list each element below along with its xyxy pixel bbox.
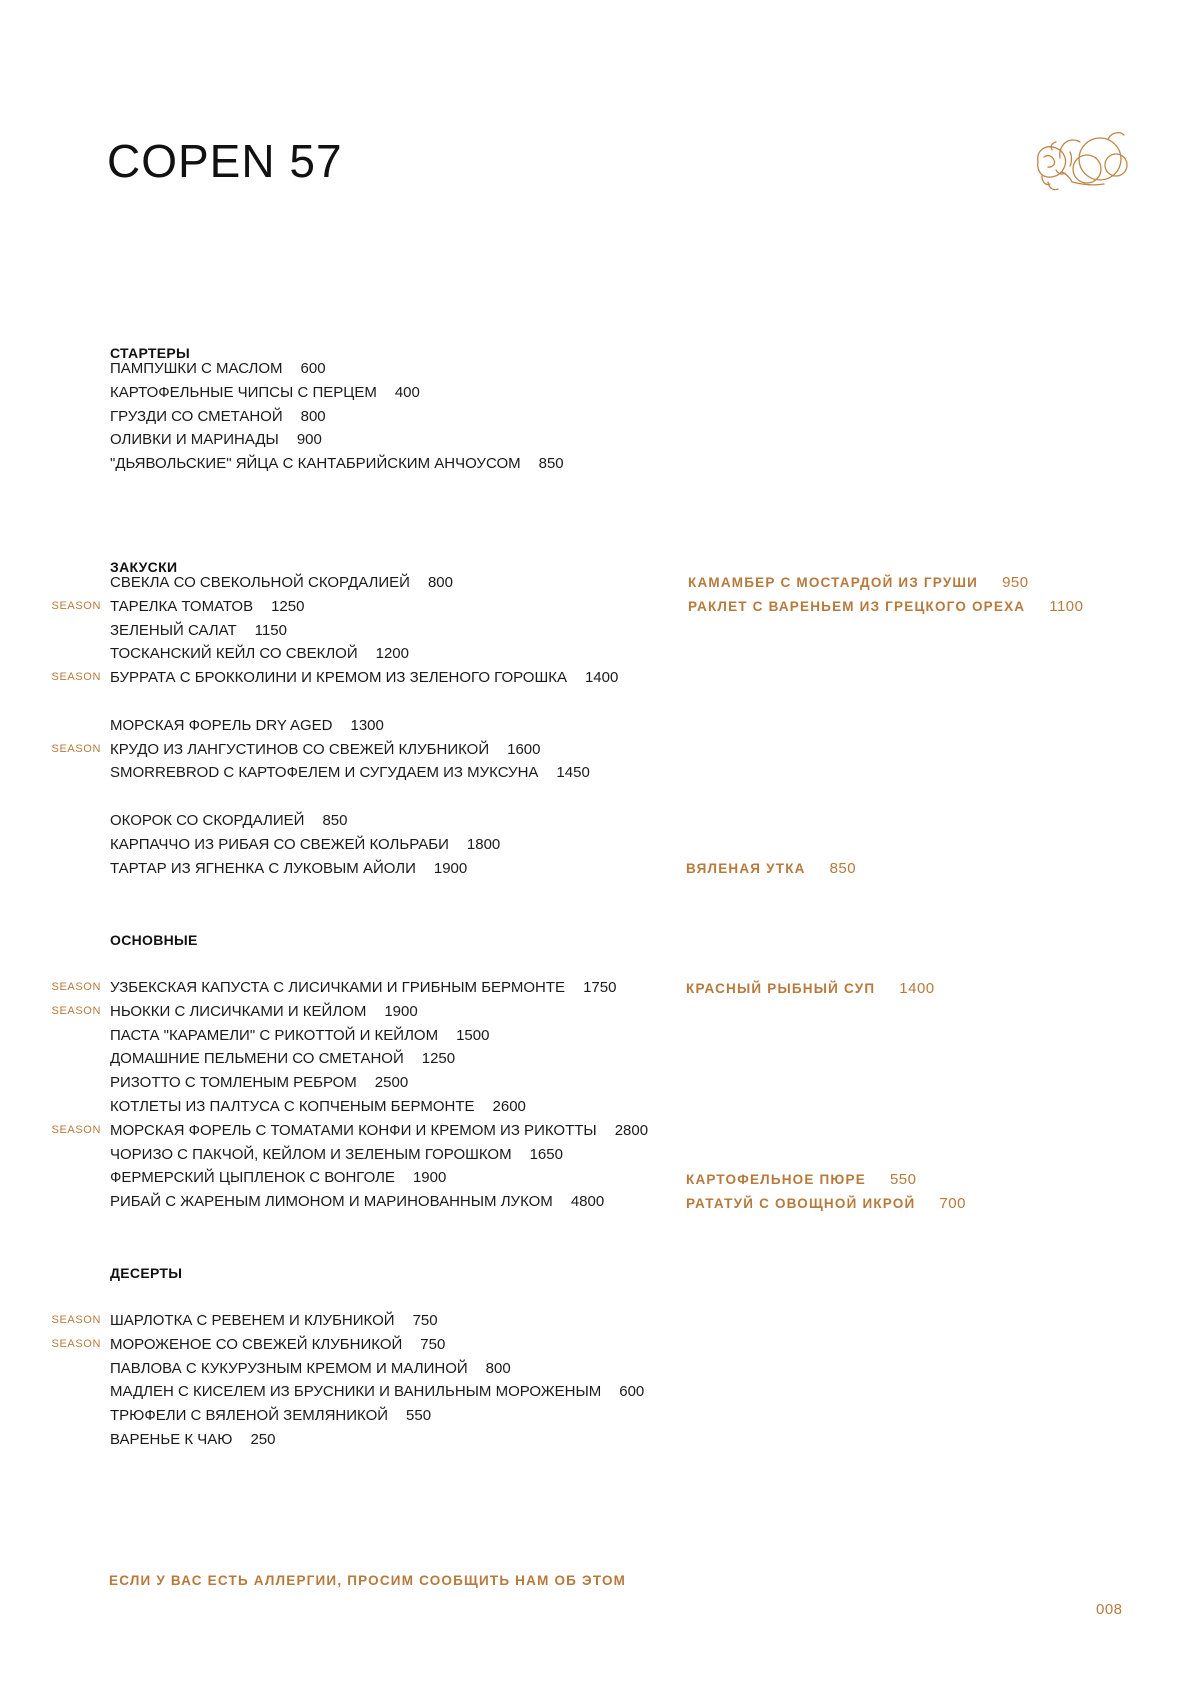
item-name: ГРУЗДИ СО СМЕТАНОЙ [110, 407, 283, 425]
item-price: 400 [394, 383, 420, 401]
menu-item [110, 1024, 648, 1048]
item-name: ВАРЕНЬЕ К ЧАЮ [110, 1430, 233, 1448]
item-price: 950 [1002, 574, 1029, 591]
section-title-snacks: ЗАКУСКИ [110, 559, 178, 575]
item-name: УЗБЕКСКАЯ КАПУСТА С ЛИСИЧКАМИ И ГРИБНЫМ БЕРМОНТЕ [110, 979, 566, 996]
menu-item [51, 1119, 649, 1143]
menu-item [110, 405, 564, 429]
menu-item [110, 642, 618, 666]
menu-item [51, 738, 618, 762]
item-name: МАДЛЕН С КИСЕЛЕМ ИЗ БРУСНИКИ И ВАНИЛЬНЫМ МОРОЖЕНЫМ [110, 1383, 602, 1401]
item-price: 850 [538, 455, 564, 473]
item-name: СВЕКЛА СО СВЕКОЛЬНОЙ СКОРДАЛИЕЙ [110, 574, 410, 591]
item-name: ТРЮФЕЛИ С ВЯЛЕНОЙ ЗЕМЛЯНИКОЙ [110, 1407, 389, 1425]
item-price: 1250 [271, 597, 305, 615]
menu-item [110, 1143, 648, 1167]
mains-side-list-2 [686, 1168, 966, 1216]
item-price: 1200 [375, 645, 409, 663]
menu-item [51, 976, 648, 1000]
item-price: 1600 [507, 740, 541, 758]
section-title-desserts: ДЕСЕРТЫ [110, 1265, 183, 1281]
item-price: 1900 [384, 1002, 418, 1020]
page-number: 008 [1096, 1601, 1123, 1618]
item-name: МОРСКАЯ ФОРЕЛЬ С ТОМАТАМИ КОНФИ И КРЕМОМ ИЗ РИКОТТЫ [110, 1121, 597, 1139]
side-menu-item [688, 571, 1084, 595]
item-name: ТОСКАНСКИЙ КЕЙЛ СО СВЕКЛОЙ [110, 645, 358, 663]
item-name: БУРРАТА С БРОККОЛИНИ И КРЕМОМ ИЗ ЗЕЛЕНОГО ГОРОШКА [110, 669, 567, 687]
menu-item [110, 1190, 648, 1214]
menu-item [110, 833, 618, 857]
item-name: ТАРЕЛКА ТОМАТОВ [110, 597, 254, 615]
item-name: ПАВЛОВА С КУКУРУЗНЫМ КРЕМОМ И МАЛИНОЙ [110, 1359, 468, 1377]
item-name: ЗЕЛЕНЫЙ САЛАТ [110, 621, 237, 639]
side-menu-item [686, 1168, 966, 1192]
menu-item [110, 1095, 648, 1119]
item-name: ПАМПУШКИ С МАСЛОМ [110, 360, 283, 377]
item-name: КАРТОФЕЛЬНОЕ ПЮРЕ [686, 1172, 866, 1187]
item-name: МОРОЖЕНОЕ СО СВЕЖЕЙ КЛУБНИКОЙ [110, 1335, 403, 1353]
menu-item [110, 1047, 648, 1071]
item-price: 800 [485, 1359, 511, 1377]
item-price: 1450 [556, 764, 590, 782]
side-menu-item [686, 857, 856, 881]
snacks-list [51, 571, 619, 880]
item-price: 2500 [374, 1074, 409, 1092]
menu-item [110, 761, 618, 785]
menu-item [110, 1357, 644, 1381]
item-name: ШАРЛОТКА С РЕВЕНЕМ И КЛУБНИКОЙ [110, 1312, 395, 1329]
season-badge: SEASON [51, 671, 101, 684]
page-title: COPEN 57 [107, 135, 343, 187]
menu-item [110, 571, 618, 595]
section-title-starters: СТАРТЕРЫ [110, 345, 191, 361]
item-price: 4800 [570, 1193, 605, 1211]
season-badge: SEASON [51, 1314, 101, 1326]
side-menu-item [686, 977, 935, 1001]
item-price: 800 [300, 407, 326, 425]
season-badge: SEASON [51, 981, 101, 993]
item-name: КАРПАЧЧО ИЗ РИБАЯ СО СВЕЖЕЙ КОЛЬРАБИ [110, 835, 449, 853]
item-price: 550 [406, 1407, 432, 1425]
item-price: 1650 [529, 1145, 563, 1163]
item-name: ВЯЛЕНАЯ УТКА [686, 861, 806, 876]
season-badge: SEASON [51, 742, 101, 755]
menu-item [110, 1071, 648, 1095]
item-price: 850 [829, 860, 857, 877]
desserts-list [51, 1309, 645, 1452]
item-name: КРУДО ИЗ ЛАНГУСТИНОВ СО СВЕЖЕЙ КЛУБНИКОЙ [110, 740, 490, 758]
item-name: РАКЛЕТ С ВАРЕНЬЕМ ИЗ ГРЕЦКОГО ОРЕХА [688, 598, 1026, 614]
item-price: 1900 [433, 859, 468, 877]
menu-item [110, 452, 564, 476]
item-price: 1150 [254, 621, 287, 639]
starters-list [110, 357, 564, 476]
menu-item [110, 1380, 644, 1404]
item-name: РИБАЙ С ЖАРЕНЫМ ЛИМОНОМ И МАРИНОВАННЫМ ЛУКОМ [110, 1193, 553, 1211]
item-price: 1250 [421, 1050, 456, 1068]
item-name: РАТАТУЙ С ОВОЩНОЙ ИКРОЙ [686, 1195, 916, 1211]
side-menu-item [688, 595, 1084, 619]
menu-item [110, 1404, 644, 1428]
menu-item [51, 666, 619, 690]
mains-list [51, 976, 649, 1214]
item-name: ДОМАШНИЕ ПЕЛЬМЕНИ СО СМЕТАНОЙ [110, 1050, 404, 1068]
item-name: ОЛИВКИ И МАРИНАДЫ [110, 431, 279, 449]
menu-item [110, 357, 564, 381]
item-price: 600 [619, 1383, 645, 1401]
item-price: 250 [250, 1430, 276, 1448]
season-badge: SEASON [51, 599, 101, 612]
section-title-mains: ОСНОВНЫЕ [110, 932, 198, 948]
menu-item [110, 428, 564, 452]
item-price: 1750 [583, 979, 617, 996]
snacks-side-list [688, 571, 1084, 619]
menu-item [110, 857, 618, 881]
item-name: SMORREBROD С КАРТОФЕЛЕМ И СУГУДАЕМ ИЗ МУКСУНА [110, 764, 539, 782]
item-price: 800 [427, 574, 453, 591]
item-name: КАМАМБЕР С МОСТАРДОЙ ИЗ ГРУШИ [688, 575, 979, 590]
item-price: 1900 [412, 1169, 447, 1187]
menu-item [110, 381, 564, 405]
allergy-note: ЕСЛИ У ВАС ЕСТЬ АЛЛЕРГИИ, ПРОСИМ СООБЩИТЬ НАМ ОБ ЭТОМ [109, 1573, 627, 1588]
mains-side-list [686, 977, 935, 1001]
item-price: 1400 [899, 980, 935, 997]
item-name: КРАСНЫЙ РЫБНЫЙ СУП [686, 981, 876, 996]
item-name: КОТЛЕТЫ ИЗ ПАЛТУСА С КОПЧЕНЫМ БЕРМОНТЕ [110, 1097, 475, 1115]
item-name: КАРТОФЕЛЬНЫЕ ЧИПСЫ С ПЕРЦЕМ [110, 383, 377, 401]
menu-item [51, 595, 618, 619]
item-price: 2800 [614, 1121, 649, 1139]
item-price: 750 [420, 1335, 446, 1353]
item-name: ОКОРОК СО СКОРДАЛИЕЙ [110, 811, 305, 829]
item-name: "ДЬЯВОЛЬСКИЕ" ЯЙЦА С КАНТАБРИЙСКИМ АНЧОУСОМ [110, 455, 521, 473]
item-price: 1300 [350, 716, 384, 734]
menu-item [51, 1333, 644, 1357]
item-name: ПАСТА "КАРАМЕЛИ" С РИКОТТОЙ И КЕЙЛОМ [110, 1026, 439, 1044]
item-price: 1500 [456, 1026, 490, 1044]
season-badge: SEASON [51, 1004, 101, 1017]
menu-item [51, 1309, 644, 1333]
item-price: 700 [939, 1194, 966, 1212]
menu-item [110, 714, 618, 738]
season-badge: SEASON [51, 1123, 101, 1136]
item-price: 2600 [492, 1097, 526, 1115]
season-badge: SEASON [51, 1337, 101, 1350]
item-price: 550 [889, 1171, 917, 1188]
item-name: ЧОРИЗО С ПАКЧОЙ, КЕЙЛОМ И ЗЕЛЕНЫМ ГОРОШКОМ [110, 1145, 512, 1163]
side-menu-item [686, 1192, 966, 1216]
item-price: 900 [296, 431, 322, 449]
item-name: ТАРТАР ИЗ ЯГНЕНКА С ЛУКОВЫМ АЙОЛИ [110, 859, 416, 877]
fruit-illustration-logo [1032, 122, 1132, 200]
item-price: 600 [300, 360, 326, 377]
menu-item [110, 1166, 648, 1190]
menu-item [110, 1428, 644, 1452]
item-name: ФЕРМЕРСКИЙ ЦЫПЛЕНОК С ВОНГОЛЕ [110, 1169, 395, 1187]
item-price: 750 [412, 1312, 438, 1329]
item-name: РИЗОТТО С ТОМЛЕНЫМ РЕБРОМ [110, 1074, 357, 1092]
menu-item [110, 619, 618, 643]
item-price: 1400 [584, 669, 619, 687]
item-name: НЬОККИ С ЛИСИЧКАМИ И КЕЙЛОМ [110, 1002, 367, 1020]
item-price: 1800 [466, 835, 501, 853]
item-price: 850 [322, 811, 348, 829]
item-price: 1100 [1049, 597, 1084, 615]
snacks-side-list-2 [686, 857, 856, 881]
item-name: МОРСКАЯ ФОРЕЛЬ DRY AGED [110, 716, 333, 734]
menu-item [110, 809, 618, 833]
menu-item [51, 1000, 648, 1024]
